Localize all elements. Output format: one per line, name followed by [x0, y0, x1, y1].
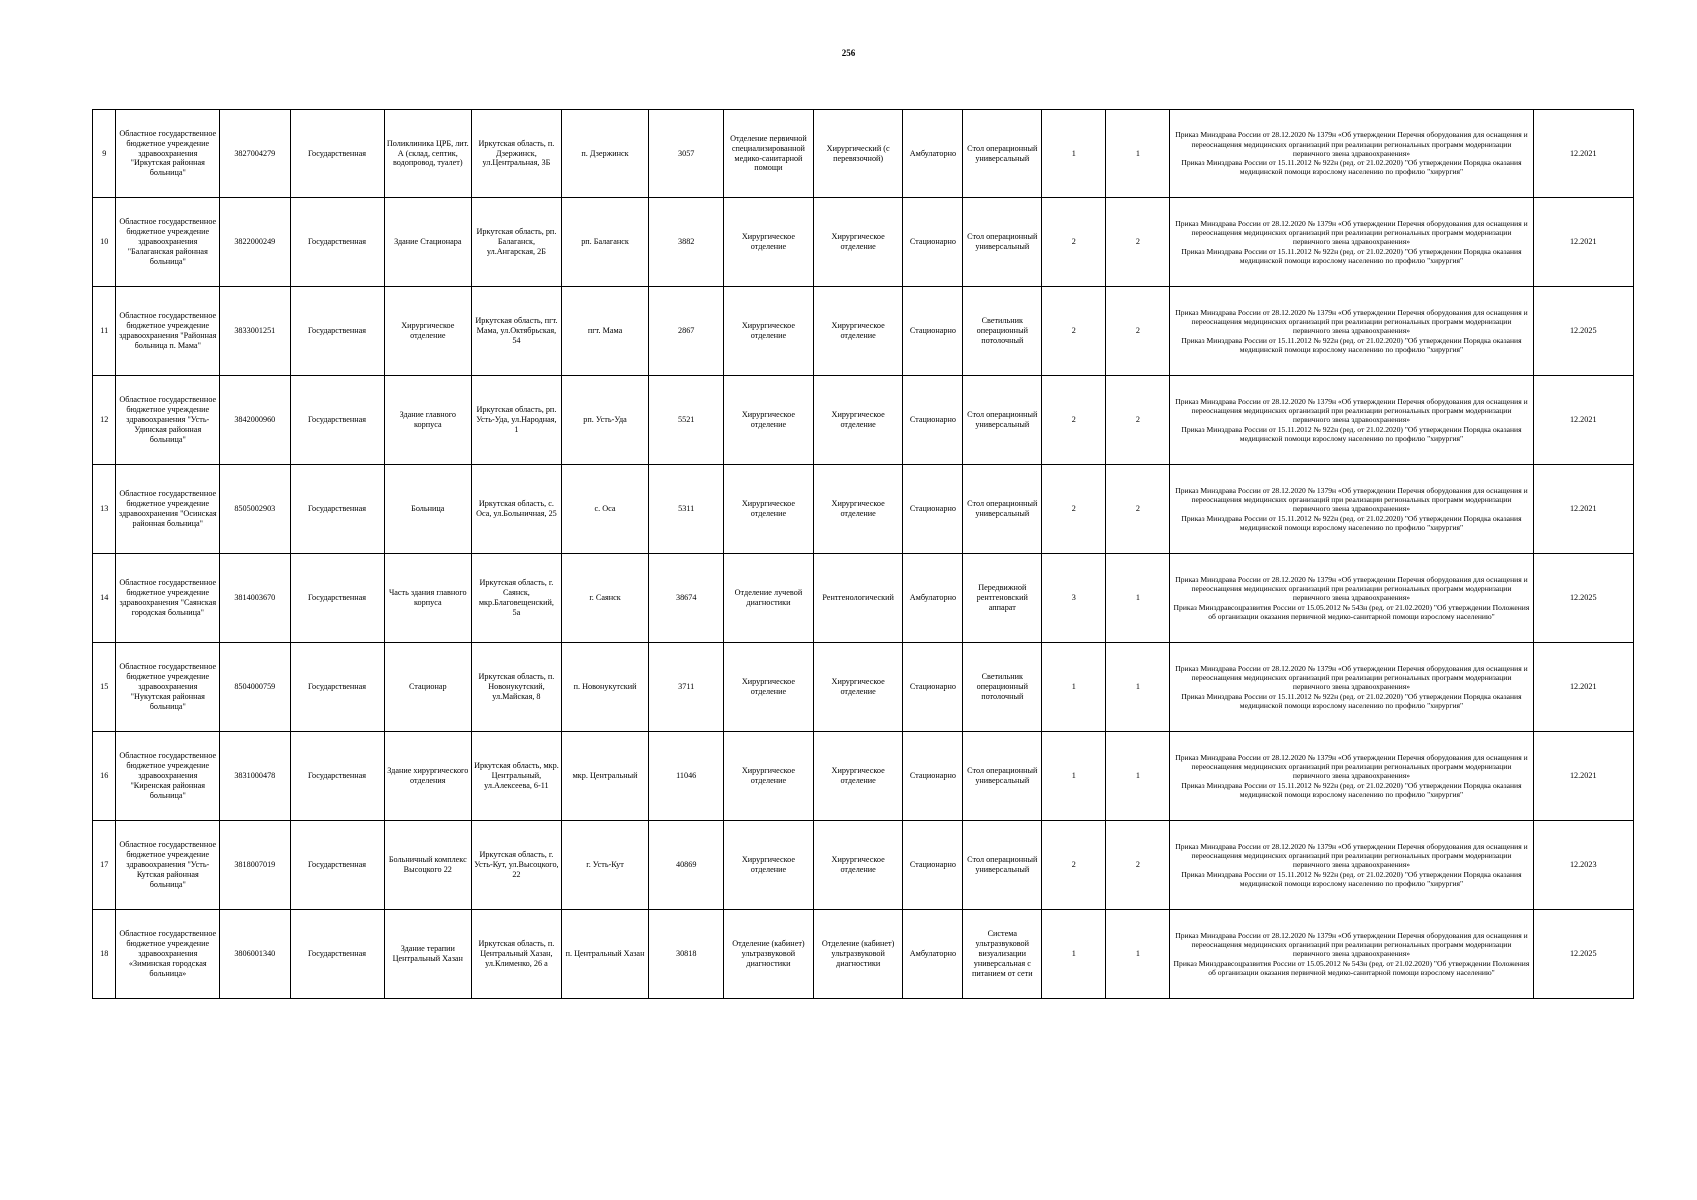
page-number: 256 [841, 48, 856, 58]
quantity-planned-cell: 1 [1106, 732, 1170, 821]
equipment-name-cell: Передвижной рентгеновский аппарат [963, 554, 1042, 643]
quantity-planned-cell: 1 [1106, 910, 1170, 999]
quantity-total-cell: 1 [1042, 643, 1106, 732]
quantity-total-cell: 2 [1042, 465, 1106, 554]
table-row [93, 465, 1634, 554]
table-row [93, 198, 1634, 287]
department-cell: Отделение (кабинет) ультразвуковой диагностики [724, 910, 814, 999]
legal-basis-cell [1170, 910, 1533, 999]
row-number-cell: 12 [93, 376, 116, 465]
legal-basis-order-secondary: Приказ Минздрава России от 15.11.2012 № 922н (ред. от 21.02.2020) "Об утверждении Порядка оказания медицинской помощи взрослому населению по профилю "хирургия" [1181, 869, 1522, 888]
legal-basis-order-secondary: Приказ Минздрава России от 15.11.2012 № 922н (ред. от 21.02.2020) "Об утверждении Порядка оказания медицинской помощи взрослому населению по профилю "хирургия" [1181, 424, 1522, 443]
locality-cell: рп. Усть-Уда [561, 376, 649, 465]
population-cell: 5311 [649, 465, 724, 554]
row-number-cell: 17 [93, 821, 116, 910]
legal-basis-cell [1170, 465, 1533, 554]
organization-name-cell: Областное государственное бюджетное учреждение здравоохранения "Саянская городская больница" [116, 554, 220, 643]
table-row [93, 643, 1634, 732]
ownership-type-cell: Государственная [290, 465, 384, 554]
department-cell: Хирургическое отделение [724, 465, 814, 554]
ownership-type-cell: Государственная [290, 554, 384, 643]
department-profile-cell: Хирургическое отделение [813, 643, 903, 732]
table-row [93, 910, 1634, 999]
quantity-total-cell: 1 [1042, 910, 1106, 999]
organization-name-cell: Областное государственное бюджетное учреждение здравоохранения "Районная больница п. Мама" [116, 287, 220, 376]
legal-basis-cell [1170, 554, 1533, 643]
department-profile-cell: Хирургическое отделение [813, 465, 903, 554]
organization-name-cell: Областное государственное бюджетное учреждение здравоохранения "Киренская районная больница" [116, 732, 220, 821]
deadline-date-cell: 12.2025 [1533, 554, 1634, 643]
inn-cell: 8504000759 [220, 643, 290, 732]
quantity-planned-cell: 2 [1106, 198, 1170, 287]
deadline-date-cell: 12.2021 [1533, 643, 1634, 732]
address-cell: Иркутская область, с. Оса, ул.Больничная, 25 [472, 465, 562, 554]
equipment-registry-table [92, 109, 1634, 999]
building-name-cell: Здание Стационара [384, 198, 472, 287]
legal-basis-cell [1170, 732, 1533, 821]
care-type-cell: Стационарно [903, 287, 963, 376]
table-body [93, 110, 1634, 999]
department-cell: Хирургическое отделение [724, 198, 814, 287]
ownership-type-cell: Государственная [290, 198, 384, 287]
department-cell: Отделение лучевой диагностики [724, 554, 814, 643]
inn-cell: 3806001340 [220, 910, 290, 999]
inn-cell: 8505002903 [220, 465, 290, 554]
address-cell: Иркутская область, г. Усть-Кут, ул.Высоцкого, 22 [472, 821, 562, 910]
legal-basis-cell [1170, 643, 1533, 732]
locality-cell: г. Саянск [561, 554, 649, 643]
row-number-cell: 11 [93, 287, 116, 376]
ownership-type-cell: Государственная [290, 287, 384, 376]
address-cell: Иркутская область, рп. Балаганск, ул.Ангарская, 2Б [472, 198, 562, 287]
legal-basis-order-secondary: Приказ Минздрава России от 15.11.2012 № 922н (ред. от 21.02.2020) "Об утверждении Порядка оказания медицинской помощи взрослому населению по профилю "хирургия" [1181, 780, 1522, 799]
legal-basis-order-1379: Приказ Минздрава России от 28.12.2020 № 1379н «Об утверждении Перечня оборудования для оснащения и переоснащения медицинских организаций при реализации региональных программ модернизации первичного звена здравоохранения» [1175, 396, 1528, 425]
legal-basis-order-secondary: Приказ Минздравсоцразвития России от 15.05.2012 № 543н (ред. от 21.02.2020) "Об утверждении Положения об организации оказания первичной медико-санитарной помощи взрослому населению" [1173, 602, 1530, 621]
population-cell: 3882 [649, 198, 724, 287]
equipment-name-cell: Система ультразвуковой визуализации универсальная с питанием от сети [963, 910, 1042, 999]
locality-cell: с. Оса [561, 465, 649, 554]
population-cell: 11046 [649, 732, 724, 821]
legal-basis-order-secondary: Приказ Минздрава России от 15.11.2012 № 922н (ред. от 21.02.2020) "Об утверждении Порядка оказания медицинской помощи взрослому населению по профилю "хирургия" [1181, 335, 1522, 354]
care-type-cell: Стационарно [903, 643, 963, 732]
inn-cell: 3827004279 [220, 110, 290, 198]
legal-basis-order-secondary: Приказ Минздравсоцразвития России от 15.05.2012 № 543н (ред. от 21.02.2020) "Об утверждении Положения об организации оказания первичной медико-санитарной помощи взрослому населению" [1173, 958, 1530, 977]
legal-basis-cell [1170, 198, 1533, 287]
legal-basis-order-1379: Приказ Минздрава России от 28.12.2020 № 1379н «Об утверждении Перечня оборудования для оснащения и переоснащения медицинских организаций при реализации региональных программ модернизации первичного звена здравоохранения» [1175, 130, 1528, 158]
row-number-cell: 13 [93, 465, 116, 554]
care-type-cell: Амбулаторно [903, 910, 963, 999]
building-name-cell: Здание главного корпуса [384, 376, 472, 465]
deadline-date-cell: 12.2021 [1533, 376, 1634, 465]
population-cell: 2867 [649, 287, 724, 376]
ownership-type-cell: Государственная [290, 110, 384, 198]
care-type-cell: Стационарно [903, 465, 963, 554]
locality-cell: рп. Балаганск [561, 198, 649, 287]
legal-basis-order-1379: Приказ Минздрава России от 28.12.2020 № 1379н «Об утверждении Перечня оборудования для оснащения и переоснащения медицинских организаций при реализации региональных программ модернизации первичного звена здравоохранения» [1175, 218, 1528, 247]
equipment-name-cell: Стол операционный универсальный [963, 465, 1042, 554]
department-cell: Отделение первичной специализированной медико-санитарной помощи [724, 110, 814, 198]
department-profile-cell: Хирургическое отделение [813, 821, 903, 910]
legal-basis-order-1379: Приказ Минздрава России от 28.12.2020 № 1379н «Об утверждении Перечня оборудования для оснащения и переоснащения медицинских организаций при реализации региональных программ модернизации первичного звена здравоохранения» [1175, 307, 1528, 336]
inn-cell: 3814003670 [220, 554, 290, 643]
address-cell: Иркутская область, п. Центральный Хазан, ул.Клименко, 26 а [472, 910, 562, 999]
legal-basis-order-1379: Приказ Минздрава России от 28.12.2020 № 1379н «Об утверждении Перечня оборудования для оснащения и переоснащения медицинских организаций при реализации региональных программ модернизации первичного звена здравоохранения» [1175, 663, 1528, 692]
row-number-cell: 14 [93, 554, 116, 643]
department-profile-cell: Отделение (кабинет) ультразвуковой диагностики [813, 910, 903, 999]
locality-cell: пгт. Мама [561, 287, 649, 376]
row-number-cell: 18 [93, 910, 116, 999]
table-row [93, 732, 1634, 821]
ownership-type-cell: Государственная [290, 821, 384, 910]
legal-basis-order-1379: Приказ Минздрава России от 28.12.2020 № 1379н «Об утверждении Перечня оборудования для оснащения и переоснащения медицинских организаций при реализации региональных программ модернизации первичного звена здравоохранения» [1175, 574, 1528, 603]
address-cell: Иркутская область, п. Новонукутский, ул.Майская, 8 [472, 643, 562, 732]
table-row [93, 821, 1634, 910]
row-number-cell: 16 [93, 732, 116, 821]
address-cell: Иркутская область, мкр. Центральный, ул.Алексеева, 6-11 [472, 732, 562, 821]
address-cell: Иркутская область, пгт. Мама, ул.Октябрьская, 54 [472, 287, 562, 376]
care-type-cell: Амбулаторно [903, 110, 963, 198]
quantity-total-cell: 2 [1042, 821, 1106, 910]
equipment-name-cell: Стол операционный универсальный [963, 376, 1042, 465]
deadline-date-cell: 12.2021 [1533, 732, 1634, 821]
department-cell: Хирургическое отделение [724, 643, 814, 732]
ownership-type-cell: Государственная [290, 732, 384, 821]
department-profile-cell: Рентгенологический [813, 554, 903, 643]
address-cell: Иркутская область, рп. Усть-Уда, ул.Народная, 1 [472, 376, 562, 465]
care-type-cell: Амбулаторно [903, 554, 963, 643]
care-type-cell: Стационарно [903, 198, 963, 287]
department-cell: Хирургическое отделение [724, 732, 814, 821]
organization-name-cell: Областное государственное бюджетное учреждение здравоохранения "Усть-Удинская районная больница" [116, 376, 220, 465]
building-name-cell: Здание терапии Центральный Хазан [384, 910, 472, 999]
table-row [93, 376, 1634, 465]
legal-basis-order-1379: Приказ Минздрава России от 28.12.2020 № 1379н «Об утверждении Перечня оборудования для оснащения и переоснащения медицинских организаций при реализации региональных программ модернизации первичного звена здравоохранения» [1175, 930, 1528, 959]
inn-cell: 3833001251 [220, 287, 290, 376]
department-cell: Хирургическое отделение [724, 287, 814, 376]
care-type-cell: Стационарно [903, 821, 963, 910]
deadline-date-cell: 12.2025 [1533, 287, 1634, 376]
locality-cell: п. Дзержинск [561, 110, 649, 198]
locality-cell: п. Новонукутский [561, 643, 649, 732]
quantity-planned-cell: 2 [1106, 287, 1170, 376]
quantity-total-cell: 1 [1042, 732, 1106, 821]
legal-basis-cell [1170, 110, 1533, 198]
quantity-planned-cell: 1 [1106, 643, 1170, 732]
inn-cell: 3842000960 [220, 376, 290, 465]
organization-name-cell: Областное государственное бюджетное учреждение здравоохранения «Зиминская городская больница» [116, 910, 220, 999]
quantity-planned-cell: 1 [1106, 554, 1170, 643]
table-row [93, 554, 1634, 643]
quantity-total-cell: 3 [1042, 554, 1106, 643]
equipment-name-cell: Стол операционный универсальный [963, 821, 1042, 910]
legal-basis-order-1379: Приказ Минздрава России от 28.12.2020 № 1379н «Об утверждении Перечня оборудования для оснащения и переоснащения медицинских организаций при реализации региональных программ модернизации первичного звена здравоохранения» [1175, 485, 1528, 514]
population-cell: 5521 [649, 376, 724, 465]
legal-basis-order-secondary: Приказ Минздрава России от 15.11.2012 № 922н (ред. от 21.02.2020) "Об утверждении Порядка оказания медицинской помощи взрослому населению по профилю "хирургия" [1181, 246, 1522, 265]
legal-basis-cell [1170, 376, 1533, 465]
quantity-planned-cell: 1 [1106, 110, 1170, 198]
quantity-total-cell: 2 [1042, 287, 1106, 376]
locality-cell: п. Центральный Хазан [561, 910, 649, 999]
quantity-total-cell: 2 [1042, 376, 1106, 465]
legal-basis-order-secondary: Приказ Минздрава России от 15.11.2012 № 922н (ред. от 21.02.2020) "Об утверждении Порядка оказания медицинской помощи взрослому населению по профилю "хирургия" [1181, 158, 1522, 177]
department-cell: Хирургическое отделение [724, 821, 814, 910]
legal-basis-order-1379: Приказ Минздрава России от 28.12.2020 № 1379н «Об утверждении Перечня оборудования для оснащения и переоснащения медицинских организаций при реализации региональных программ модернизации первичного звена здравоохранения» [1175, 752, 1528, 781]
building-name-cell: Часть здания главного корпуса [384, 554, 472, 643]
equipment-name-cell: Стол операционный универсальный [963, 732, 1042, 821]
population-cell: 40869 [649, 821, 724, 910]
table-row [93, 287, 1634, 376]
care-type-cell: Стационарно [903, 732, 963, 821]
department-profile-cell: Хирургическое отделение [813, 732, 903, 821]
inn-cell: 3818007019 [220, 821, 290, 910]
equipment-name-cell: Светильник операционный потолочный [963, 287, 1042, 376]
building-name-cell: Здание хирургического отделения [384, 732, 472, 821]
quantity-total-cell: 1 [1042, 110, 1106, 198]
row-number-cell: 10 [93, 198, 116, 287]
department-cell: Хирургическое отделение [724, 376, 814, 465]
organization-name-cell: Областное государственное бюджетное учреждение здравоохранения "Усть-Кутская районная больница" [116, 821, 220, 910]
ownership-type-cell: Государственная [290, 376, 384, 465]
quantity-planned-cell: 2 [1106, 821, 1170, 910]
locality-cell: мкр. Центральный [561, 732, 649, 821]
row-number-cell: 9 [93, 110, 116, 198]
organization-name-cell: Областное государственное бюджетное учреждение здравоохранения "Балаганская районная больница" [116, 198, 220, 287]
department-profile-cell: Хирургический (с перевязочной) [813, 110, 903, 198]
equipment-name-cell: Стол операционный универсальный [963, 198, 1042, 287]
deadline-date-cell: 12.2025 [1533, 910, 1634, 999]
address-cell: Иркутская область, г. Саянск, мкр.Благовещенский, 5а [472, 554, 562, 643]
row-number-cell: 15 [93, 643, 116, 732]
deadline-date-cell: 12.2021 [1533, 198, 1634, 287]
building-name-cell: Больница [384, 465, 472, 554]
population-cell: 3057 [649, 110, 724, 198]
ownership-type-cell: Государственная [290, 910, 384, 999]
legal-basis-order-1379: Приказ Минздрава России от 28.12.2020 № 1379н «Об утверждении Перечня оборудования для оснащения и переоснащения медицинских организаций при реализации региональных программ модернизации первичного звена здравоохранения» [1175, 841, 1528, 870]
equipment-name-cell: Светильник операционный потолочный [963, 643, 1042, 732]
population-cell: 38674 [649, 554, 724, 643]
care-type-cell: Стационарно [903, 376, 963, 465]
organization-name-cell: Областное государственное бюджетное учреждение здравоохранения "Осинская районная больница" [116, 465, 220, 554]
locality-cell: г. Усть-Кут [561, 821, 649, 910]
building-name-cell: Больничный комплекс Высоцкого 22 [384, 821, 472, 910]
department-profile-cell: Хирургическое отделение [813, 287, 903, 376]
equipment-name-cell: Стол операционный универсальный [963, 110, 1042, 198]
legal-basis-order-secondary: Приказ Минздрава России от 15.11.2012 № 922н (ред. от 21.02.2020) "Об утверждении Порядка оказания медицинской помощи взрослому населению по профилю "хирургия" [1181, 691, 1522, 710]
department-profile-cell: Хирургическое отделение [813, 198, 903, 287]
quantity-planned-cell: 2 [1106, 376, 1170, 465]
legal-basis-cell [1170, 821, 1533, 910]
legal-basis-order-secondary: Приказ Минздрава России от 15.11.2012 № 922н (ред. от 21.02.2020) "Об утверждении Порядка оказания медицинской помощи взрослому населению по профилю "хирургия" [1181, 513, 1522, 532]
inn-cell: 3822000249 [220, 198, 290, 287]
deadline-date-cell: 12.2021 [1533, 110, 1634, 198]
deadline-date-cell: 12.2023 [1533, 821, 1634, 910]
inn-cell: 3831000478 [220, 732, 290, 821]
table-row [93, 110, 1634, 198]
quantity-total-cell: 2 [1042, 198, 1106, 287]
population-cell: 3711 [649, 643, 724, 732]
ownership-type-cell: Государственная [290, 643, 384, 732]
building-name-cell: Хирургическое отделение [384, 287, 472, 376]
address-cell: Иркутская область, п. Дзержинск, ул.Центральная, 3Б [472, 110, 562, 198]
quantity-planned-cell: 2 [1106, 465, 1170, 554]
department-profile-cell: Хирургическое отделение [813, 376, 903, 465]
building-name-cell: Стационар [384, 643, 472, 732]
population-cell: 30818 [649, 910, 724, 999]
building-name-cell: Поликлиника ЦРБ, лит. А (склад, септик, водопровод, туалет) [384, 110, 472, 198]
legal-basis-cell [1170, 287, 1533, 376]
organization-name-cell: Областное государственное бюджетное учреждение здравоохранения "Нукутская районная больница" [116, 643, 220, 732]
deadline-date-cell: 12.2021 [1533, 465, 1634, 554]
organization-name-cell: Областное государственное бюджетное учреждение здравоохранения "Иркутская районная больница" [116, 110, 220, 198]
